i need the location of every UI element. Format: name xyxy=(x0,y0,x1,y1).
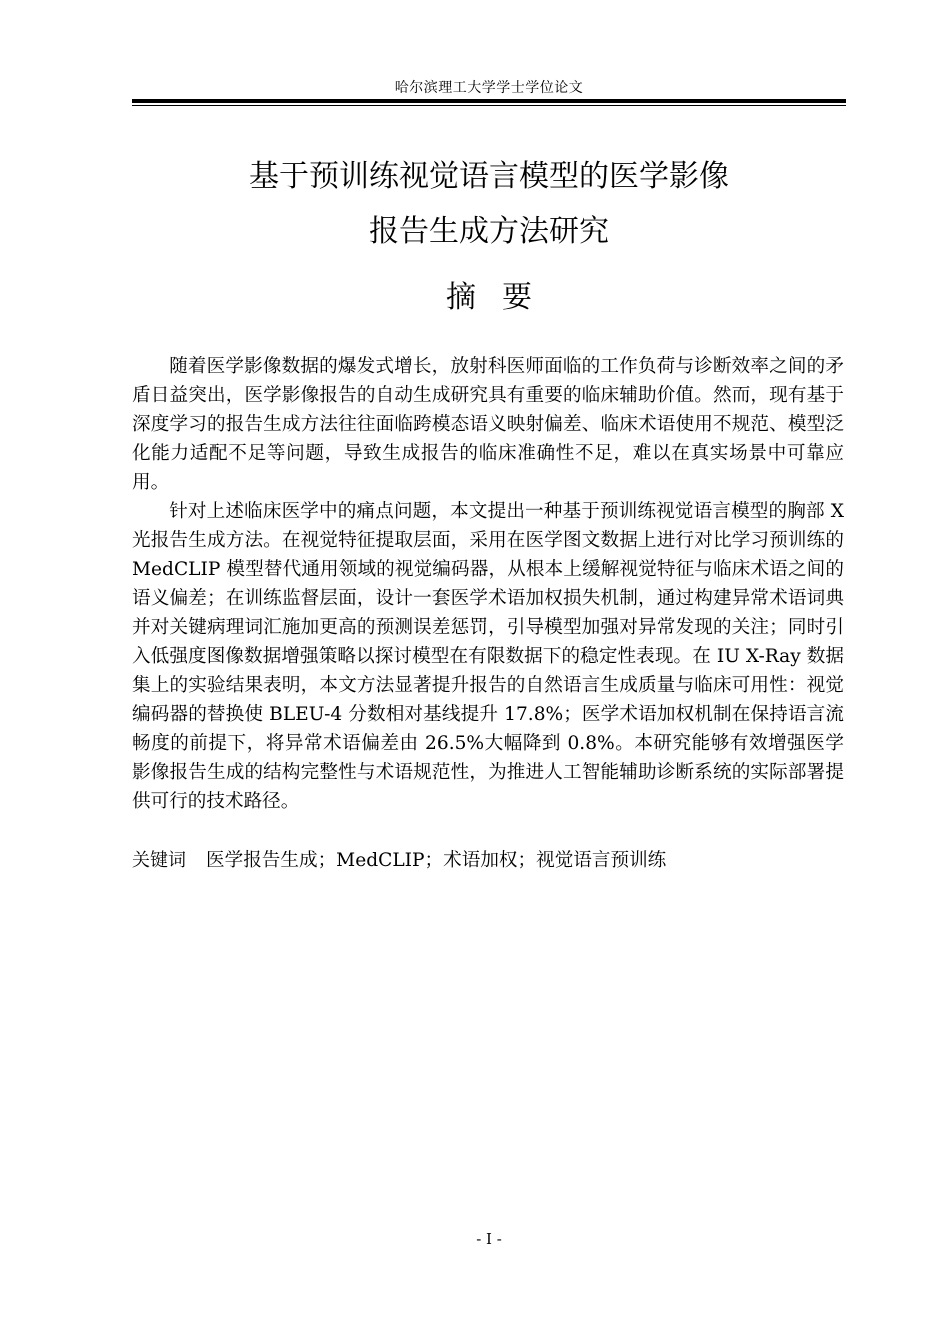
thesis-title-line-1: 基于预训练视觉语言模型的医学影像 xyxy=(249,159,729,194)
keywords-line xyxy=(132,846,844,875)
header-rule-thick xyxy=(132,99,846,103)
thesis-title-line-2: 报告生成方法研究 xyxy=(369,214,609,249)
abstract-paragraph-1: 随着医学影像数据的爆发式增长，放射科医师面临的工作负荷与诊断效率之间的矛盾日益突出，医学影像报告的自动生成研究具有重要的临床辅助价值。然而，现有基于深度学习的报告生成方法往往面临跨模态语义映射偏差、临床术语使用不规范、模型泛化能力适配不足等问题，导致生成报告的临床准确性不足，难以在真实场景中可靠应用。 xyxy=(132,356,844,493)
page-number: - I - xyxy=(476,1230,502,1248)
header-rule-thin xyxy=(132,105,846,106)
keywords-text: 医学报告生成；MedCLIP；术语加权；视觉语言预训练 xyxy=(206,850,667,871)
abstract-body xyxy=(132,352,844,816)
abstract-heading: 摘要 xyxy=(446,280,558,315)
keywords-label: 关键词 xyxy=(132,850,186,871)
abstract-paragraph-2: 针对上述临床医学中的痛点问题，本文提出一种基于预训练视觉语言模型的胸部 X 光报告生成方法。在视觉特征提取层面，采用在医学图文数据上进行对比学习预训练的 MedCLIP 模型替代通用领域的视觉编码器，从根本上缓解视觉特征与临床术语之间的语义偏差；在训练监督层面，设计一套医学术语加权损失机制，通过构建异常术语词典并对关键病理词汇施加更高的预测误差惩罚，引导模型加强对异常发现的关注；同时引入低强度图像数据增强策略以探讨模型在有限数据下的稳定性表现。在 IU X-Ray 数据集上的实验结果表明，本文方法显著提升报告的自然语言生成质量与临床可用性：视觉编码器的替换使 BLEU-4 分数相对基线提升 17.8%；医学术语加权机制在保持语言流畅度的前提下，将异常术语偏差由 26.5%大幅降到 0.8%。本研究能够有效增强医学影像报告生成的结构完整性与术语规范性，为推进人工智能辅助诊断系统的实际部署提供可行的技术路径。 xyxy=(132,501,844,812)
running-header: 哈尔滨理工大学学士学位论文 xyxy=(394,80,584,96)
